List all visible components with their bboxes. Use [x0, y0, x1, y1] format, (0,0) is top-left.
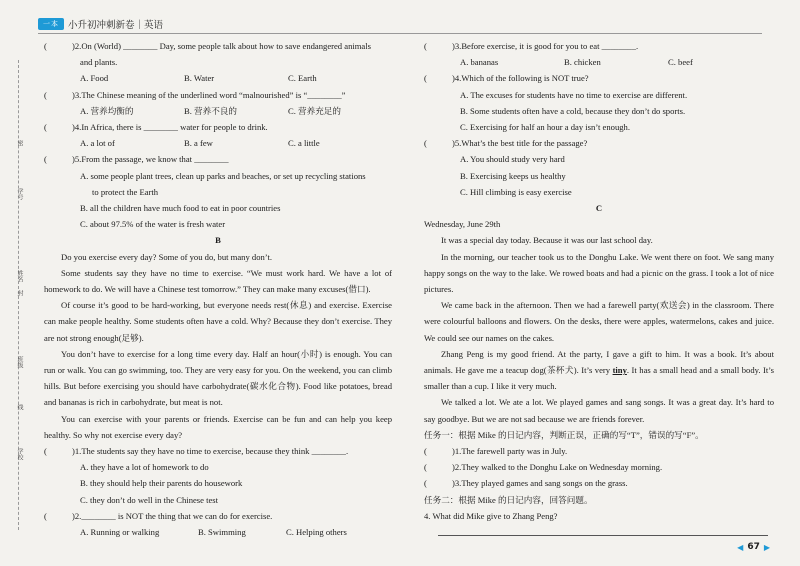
question-a3: ( )3. The Chinese meaning of the underlined word “malnourished” is “________”: [44, 87, 392, 103]
option: C. Earth: [288, 73, 317, 84]
margin-label: 学校: [16, 448, 23, 460]
passage-paragraph: Do you exercise every day? Some of you do, but many don’t.: [61, 251, 273, 262]
option: B. Some students often have a cold, because they don’t do sports.: [460, 105, 686, 116]
passage-paragraph: Zhang Peng is my good friend. At the party, I gave a gift to him. It was a book. It’s about animals. He gave me a teacup dog(茶杯犬). It’s very tiny. It has a small head and a small body. It’s smaller than a cup. I like it very much.: [424, 348, 774, 392]
header-title: 小升初冲刺新卷｜英语: [68, 20, 164, 31]
option-cont: to protect the Earth: [92, 186, 159, 197]
left-column: [44, 38, 392, 540]
option: A. a lot of: [80, 138, 115, 149]
margin-label: 封: [16, 290, 23, 296]
page-header: [38, 17, 163, 31]
options-a2: [44, 70, 392, 86]
question-b2: ( )2. ________ is NOT the thing that we can do for exercise.: [44, 508, 392, 524]
margin-label: 姓名: [16, 270, 23, 282]
option: B. Water: [184, 73, 215, 84]
passage-paragraph: Some students say they have no time to exercise. “We must work hard. We have a lot of homework to do. We will have a Chinese test tomorrow.” They can make many excuses(借口).: [44, 267, 392, 295]
question-c3: ( )3. They played games and sang songs on the grass.: [424, 475, 774, 491]
task-one-instruction: 任务一：根据 Mike 的日记内容，判断正误，正确的写“T”，错误的写“F”。: [424, 429, 704, 440]
option: A. You should study very hard: [460, 154, 565, 165]
margin-label: 密: [16, 140, 23, 146]
margin-label: 班级: [16, 356, 23, 368]
triangle-right-icon: ▶: [763, 542, 770, 552]
option: C. Hill climbing is easy exercise: [460, 186, 572, 197]
question-b3: ( )3. Before exercise, it is good for you to eat ________.: [424, 38, 774, 54]
option: B. Exercising keeps us healthy: [460, 170, 566, 181]
header-rule: [38, 33, 762, 34]
question-c2: ( )2. They walked to the Donghu Lake on Wednesday morning.: [424, 459, 774, 475]
underlined-word: tiny: [612, 365, 627, 376]
answer-paren[interactable]: (: [44, 41, 47, 51]
answer-paren[interactable]: (: [44, 154, 47, 165]
option: A. The excuses for students have no time to exercise are different.: [460, 89, 688, 100]
option: C. beef: [668, 57, 693, 68]
diary-date: Wednesday, June 29th: [424, 219, 501, 230]
option: C. Exercising for half an hour a day isn’t enough.: [460, 122, 631, 133]
option: C. they don’t do well in the Chinese test: [80, 494, 219, 505]
answer-paren[interactable]: (: [424, 73, 427, 84]
section-b-heading: B: [215, 235, 221, 246]
option: C. about 97.5% of the water is fresh water: [80, 219, 226, 230]
passage-paragraph: In the morning, our teacher took us to the Donghu Lake. We went there on foot. We sang many happy songs on the way to the lake. We rowed boats and had a picnic on the grass. I took a lot of nice pictures.: [424, 251, 774, 295]
answer-line[interactable]: [438, 534, 768, 536]
options-b2: [44, 524, 392, 540]
question-c4: 4. What did Mike give to Zhang Peng?: [424, 510, 558, 521]
options-a4: [44, 135, 392, 151]
option: C. a little: [288, 138, 320, 149]
option: A. they have a lot of homework to do: [80, 462, 209, 473]
passage-paragraph: It was a special day today. Because it was our last school day.: [441, 235, 653, 246]
answer-paren[interactable]: (: [424, 478, 427, 489]
answer-paren[interactable]: (: [424, 138, 427, 149]
right-column: [424, 38, 774, 536]
question-a2: ( )2. On (World) ________ Day, some people talk about how to save endangered animals: [44, 38, 392, 54]
passage-paragraph: Of course it’s good to be hard-working, but everyone needs rest(休息) and exercise. Exercise can make people healthy. Some students often have a cold. Why? Because they don’t exercise. They are not strong enough(足够).: [44, 300, 392, 343]
option: A. 营养均衡的: [80, 105, 134, 116]
option: A. Food: [80, 73, 109, 84]
option: A. some people plant trees, clean up parks and beaches, or set up recycling stations: [80, 170, 366, 181]
answer-paren[interactable]: (: [44, 89, 47, 100]
answer-paren[interactable]: (: [424, 41, 427, 51]
option: A. bananas: [460, 57, 499, 68]
question-a4: ( )4. In Africa, there is ________ water for people to drink.: [44, 119, 392, 135]
triangle-left-icon: ◀: [737, 542, 744, 552]
question-b1: ( )1. The students say they have no time to exercise, because they think ________.: [44, 443, 392, 459]
option: B. chicken: [564, 57, 601, 68]
question-a2-cont: and plants.: [80, 57, 118, 68]
options-a3: [44, 103, 392, 119]
option: B. all the children have much food to eat in poor countries: [80, 203, 281, 214]
answer-paren[interactable]: (: [44, 122, 47, 133]
series-badge: 一本: [38, 18, 64, 30]
binding-margin: [10, 60, 38, 530]
question-a5: ( )5. From the passage, we know that ________: [44, 151, 392, 167]
answer-paren[interactable]: (: [424, 446, 427, 457]
task-two-instruction: 任务二：根据 Mike 的日记内容，回答问题。: [424, 494, 593, 505]
options-b3: [424, 54, 774, 70]
passage-paragraph: You don’t have to exercise for a long time every day. Half an hour(小时) is enough. You can run or walk. You can go swimming, too. They are very easy for you. On the weekend, you can climb hills. But before exercising you should have carbohydrate(碳水化合物). Food like potatoes, bread and bananas is rich in carbohydrate, but meat is not.: [44, 348, 392, 408]
section-c-heading: C: [595, 203, 603, 214]
question-b5: ( )5. What’s the best title for the passage?: [424, 135, 774, 151]
passage-paragraph: We came back in the afternoon. Then we had a farewell party(欢送会) in the classroom. There were colourful balloons and flowers. On the desks, there were apples, watermelons, cakes and juice. We could see our names on the cakes.: [424, 300, 774, 343]
question-b4: ( )4. Which of the following is NOT true?: [424, 70, 774, 86]
question-c1: ( )1. The farewell party was in July.: [424, 443, 774, 459]
option: C. 营养充足的: [288, 105, 341, 116]
option: B. Swimming: [198, 527, 246, 538]
option: B. they should help their parents do housework: [80, 478, 243, 489]
passage-paragraph: We talked a lot. We ate a lot. We played games and sang songs. It was a great day. It’s hard to say goodbye. But we are not sad because we are friends forever.: [424, 397, 774, 424]
answer-paren[interactable]: (: [44, 510, 47, 521]
passage-paragraph: You can exercise with your parents or friends. Exercise can be fun and can help you keep healthy. So why not exercise every day?: [44, 413, 392, 440]
option: A. Running or walking: [80, 527, 160, 538]
page-number: ◀ 67 ▶: [737, 542, 770, 552]
option: B. 营养不良的: [184, 105, 237, 116]
answer-paren[interactable]: (: [424, 462, 427, 473]
option: C. Helping others: [286, 527, 347, 538]
answer-paren[interactable]: (: [44, 446, 47, 457]
margin-label: 线: [16, 404, 23, 410]
option: B. a few: [184, 138, 213, 149]
margin-label: 学号: [16, 188, 23, 200]
